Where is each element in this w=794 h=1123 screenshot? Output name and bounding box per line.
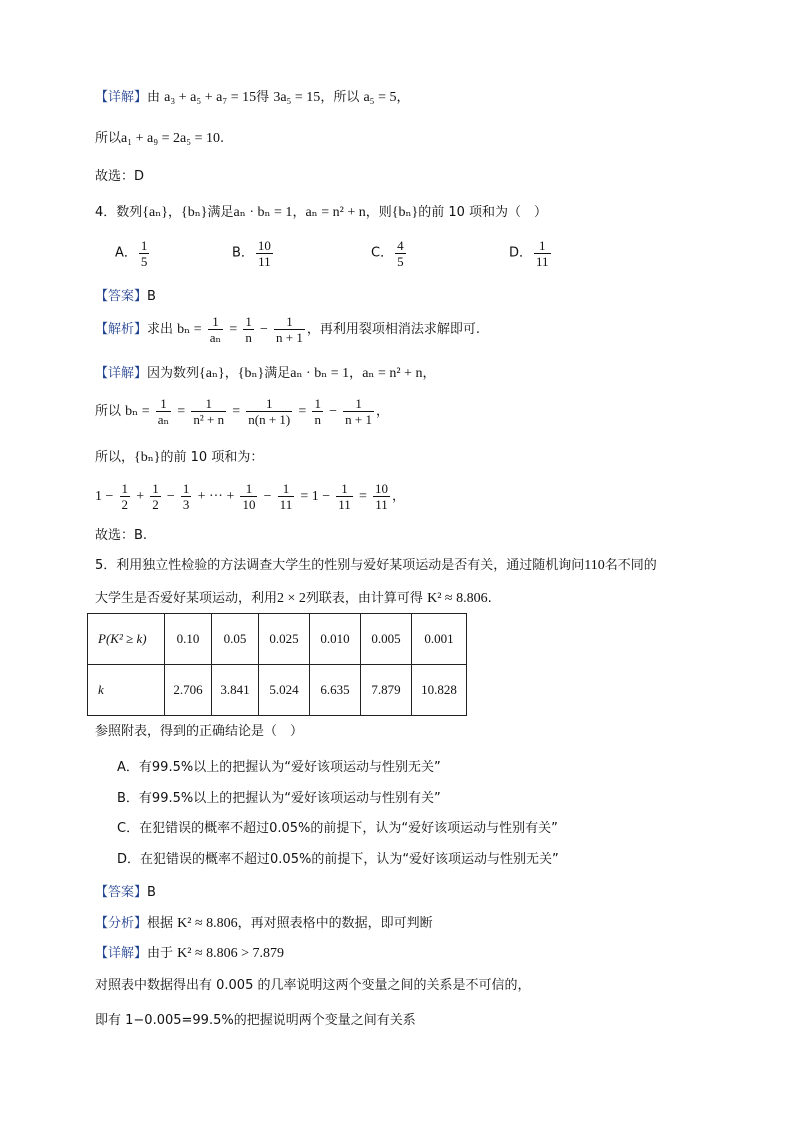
table-cell: 6.635 [310, 665, 361, 716]
table-cell: 3.841 [212, 665, 259, 716]
question-5-stem-line-2: 大学生是否爱好某项运动，利用2 × 2列联表，由计算可得 K² ≈ 8.806. [95, 591, 492, 606]
fraction: $\frac{1}{n + 1}$ [345, 396, 372, 427]
fraction: $\frac{1}{5}$ [140, 238, 148, 269]
equation: a₁ + a₉ = 2a₅ = 10 [121, 131, 220, 146]
detail-line-sum-intro: 所以，{bₙ}的前 10 项和为： [95, 450, 264, 465]
fraction: $\frac{1}{\text{n² + n}}$ [193, 396, 225, 427]
option-b[interactable]: B．有99.5%以上的把握认为“爱好该项运动与性别有关” [117, 791, 441, 806]
option-d[interactable]: D．在犯错误的概率不超过0.05%的前提下，认为“爱好该项运动与性别无关” [117, 852, 559, 867]
explanation-line-1: 对照表中数据得出有 0.005 的几率说明这两个变量之间的关系是不可信的， [95, 978, 531, 993]
table-cell: 2.706 [165, 665, 212, 716]
table-cell: 0.05 [212, 614, 259, 665]
table-cell: 0.001 [412, 614, 467, 665]
fraction: $\frac{1}{3}$ [182, 481, 190, 512]
equation: a₃ + a₅ + a₇ = 15 [164, 90, 257, 105]
detail-line-2: 所以a₁ + a₉ = 2a₅ = 10. [95, 131, 225, 146]
table-cell: 0.005 [361, 614, 412, 665]
fraction: $\frac{1}{n(n + 1)}$ [248, 396, 291, 427]
table-cell: 10.828 [412, 665, 467, 716]
choice-line: 故选：D [95, 169, 145, 184]
fraction: $\frac{4}{5}$ [397, 238, 404, 269]
question-5-prompt: 参照附表，得到的正确结论是（ ） [95, 724, 304, 739]
table-cell: 7.879 [361, 665, 412, 716]
fraction: $\frac{1}{n + 1}$ [276, 314, 303, 345]
question-4-options [115, 238, 595, 278]
section-tag: 【详解】 [95, 90, 148, 105]
analysis-line: 【分析】根据 K² ≈ 8.806，再对照表格中的数据，即可判断 [95, 916, 433, 931]
equation: 3a₅ = 15 [273, 90, 321, 105]
fraction: $\frac{1}{2}$ [121, 481, 129, 512]
table-cell: 0.010 [310, 614, 361, 665]
fraction: $\frac{10}{11}$ [375, 481, 388, 512]
fraction: $\frac{1}{11}$ [279, 481, 293, 512]
table-row [88, 665, 467, 716]
table-cell: 0.10 [165, 614, 212, 665]
question-number: 4． [95, 205, 117, 220]
option-a[interactable]: A．有99.5%以上的把握认为“爱好该项运动与性别无关” [117, 760, 441, 775]
option-d[interactable]: D． $\frac{1}{11}$ [509, 238, 549, 269]
fraction: $\frac{1}{n}$ [245, 314, 252, 345]
analysis-line: 【解析】求出 bₙ = $\frac{1}{\text{aₙ}}$ = $\frac{1}{n}$ − $\frac{1}{n + 1}$ ，再利用裂项相消法求解即可. [95, 314, 481, 345]
detail-line-1: 【详解】由 a₃ + a₅ + a₇ = 15得 3a₅ = 15，所以 a₅ = 5， [95, 90, 410, 105]
table-cell: 5.024 [259, 665, 310, 716]
option-b[interactable]: B． $\frac{10}{11}$ [232, 238, 271, 269]
fraction: $\frac{10}{11}$ [257, 238, 271, 269]
fraction: $\frac{1}{10}$ [242, 481, 256, 512]
equation: a₅ = 5 [363, 90, 397, 105]
critical-value-table [87, 613, 467, 716]
table-header-cell: P(K² ≥ k) [88, 614, 165, 665]
question-4-stem: 4．数列{aₙ}，{bₙ}满足aₙ · bₙ = 1，aₙ = n² + n，则{bₙ}的前 10 项和为（ ） [95, 205, 548, 220]
question-number: 5． [95, 558, 117, 573]
sum-formula: 1 − $\frac{1}{2}$ + $\frac{1}{2}$ − $\frac{1}{3}$ + ··· + $\frac{1}{10}$ − $\frac{1}{11}$ = 1 − $\frac{1}{11}$ = $\frac{10}{11}$ ， [95, 481, 406, 512]
fraction: $\frac{1}{11}$ [536, 238, 549, 269]
fraction: $\frac{1}{\text{aₙ}}$ [209, 314, 222, 345]
explanation-line-2: 即有 1−0.005=99.5%的把握说明两个变量之间有关系 [95, 1013, 416, 1028]
detail-line: 【详解】由于 K² ≈ 8.806 > 7.879 [95, 946, 285, 961]
fraction: $\frac{1}{2}$ [152, 481, 159, 512]
option-c[interactable]: C．在犯错误的概率不超过0.05%的前提下，认为“爱好该项运动与性别有关” [117, 821, 558, 836]
question-5-stem-line-1: 5．利用独立性检验的方法调查大学生的性别与爱好某项运动是否有关，通过随机询问110名不同的 [95, 558, 657, 573]
table-header-cell: k [88, 665, 165, 716]
table-row [88, 614, 467, 665]
answer-line: 【答案】B [95, 289, 156, 304]
fraction: $\frac{1}{\text{aₙ}}$ [157, 396, 170, 427]
fraction: $\frac{1}{n}$ [314, 396, 321, 427]
option-a[interactable]: A． $\frac{1}{5}$ [115, 238, 148, 269]
fraction: $\frac{1}{11}$ [338, 481, 351, 512]
option-c[interactable]: C． $\frac{4}{5}$ [371, 238, 404, 269]
table-cell: 0.025 [259, 614, 310, 665]
choice-line: 故选：B. [95, 528, 148, 543]
answer-line: 【答案】B [95, 885, 156, 900]
detail-line: 【详解】因为数列{aₙ}，{bₙ}满足aₙ · bₙ = 1，aₙ = n² + n， [95, 366, 436, 381]
detail-line-bn: 所以 bₙ = $\frac{1}{\text{aₙ}}$ = $\frac{1}{\text{n² + n}}$ = $\frac{1}{n(n + 1)}$ = $\frac{1}{n}$ − $\frac{1}{n + 1}$ ， [95, 396, 389, 427]
